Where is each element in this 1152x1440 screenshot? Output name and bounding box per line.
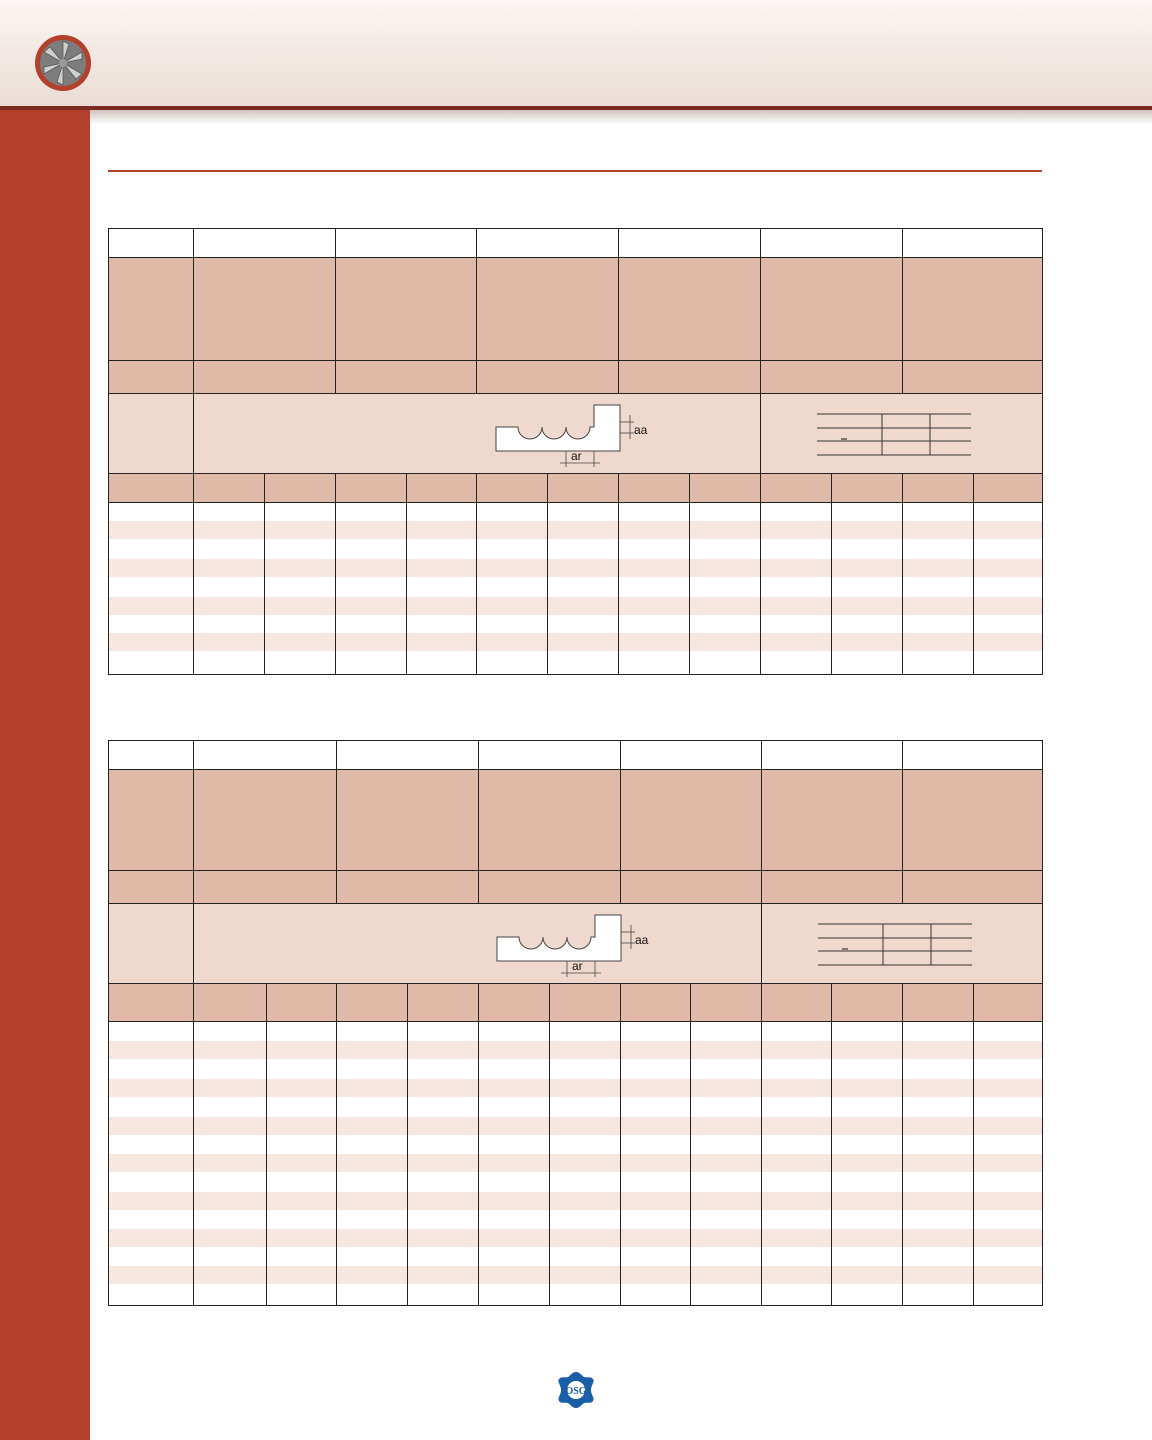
table-1-rule <box>902 473 903 674</box>
table-2-rule <box>549 983 550 1305</box>
width-label: ar <box>572 959 583 973</box>
table-1-rule <box>335 229 336 393</box>
depth-label: aa <box>635 933 649 947</box>
page-header <box>0 0 1152 108</box>
table-1-rule <box>831 473 832 674</box>
osg-logo-icon <box>556 1370 596 1410</box>
sidebar-band <box>0 110 90 1440</box>
table-2-rule <box>620 741 621 903</box>
table-1-rule <box>902 229 903 393</box>
table-1-rule <box>973 473 974 674</box>
radial-axial-engagement-diagram <box>495 907 649 979</box>
table-2-rule <box>407 983 408 1305</box>
table-2-rule <box>902 983 903 1305</box>
table-2-rule <box>831 983 832 1305</box>
header-shadow <box>90 110 1152 124</box>
table-1-rule <box>476 229 477 393</box>
table-1-rule <box>406 473 407 674</box>
table-2-rule <box>336 983 337 1305</box>
table-1-rule <box>109 393 1042 394</box>
table-2-rule <box>109 903 1042 904</box>
table-2-rule <box>193 741 194 1305</box>
table-1-rule <box>760 229 761 674</box>
table-1-rule <box>689 473 690 674</box>
table-1-rule <box>476 473 477 674</box>
table-2-rule <box>761 741 762 1305</box>
table-2-rule <box>902 741 903 903</box>
table-2-rule <box>336 741 337 903</box>
table-2-rule <box>478 741 479 903</box>
table-2-rule <box>973 983 974 1305</box>
width-label: ar <box>571 449 582 463</box>
cutting-conditions-table-1 <box>108 228 1043 675</box>
depth-label: aa <box>634 423 648 437</box>
table-1-rule <box>618 473 619 674</box>
reference-mini-table <box>815 409 975 459</box>
section-rule <box>108 170 1042 172</box>
svg-text:OSG: OSG <box>565 1386 587 1397</box>
table-2-rule <box>266 983 267 1305</box>
radial-axial-engagement-diagram <box>494 397 648 469</box>
table-2-rule <box>620 983 621 1305</box>
table-1-rule <box>193 229 194 674</box>
table-2-rule <box>478 983 479 1305</box>
table-2-rule <box>690 983 691 1305</box>
table-1-rule <box>335 473 336 674</box>
reference-mini-table <box>816 919 976 969</box>
endmill-cross-section-icon <box>34 34 92 92</box>
table-1-rule <box>618 229 619 393</box>
table-1-rule <box>264 473 265 674</box>
cutting-conditions-table-2 <box>108 740 1043 1306</box>
table-1-rule <box>547 473 548 674</box>
